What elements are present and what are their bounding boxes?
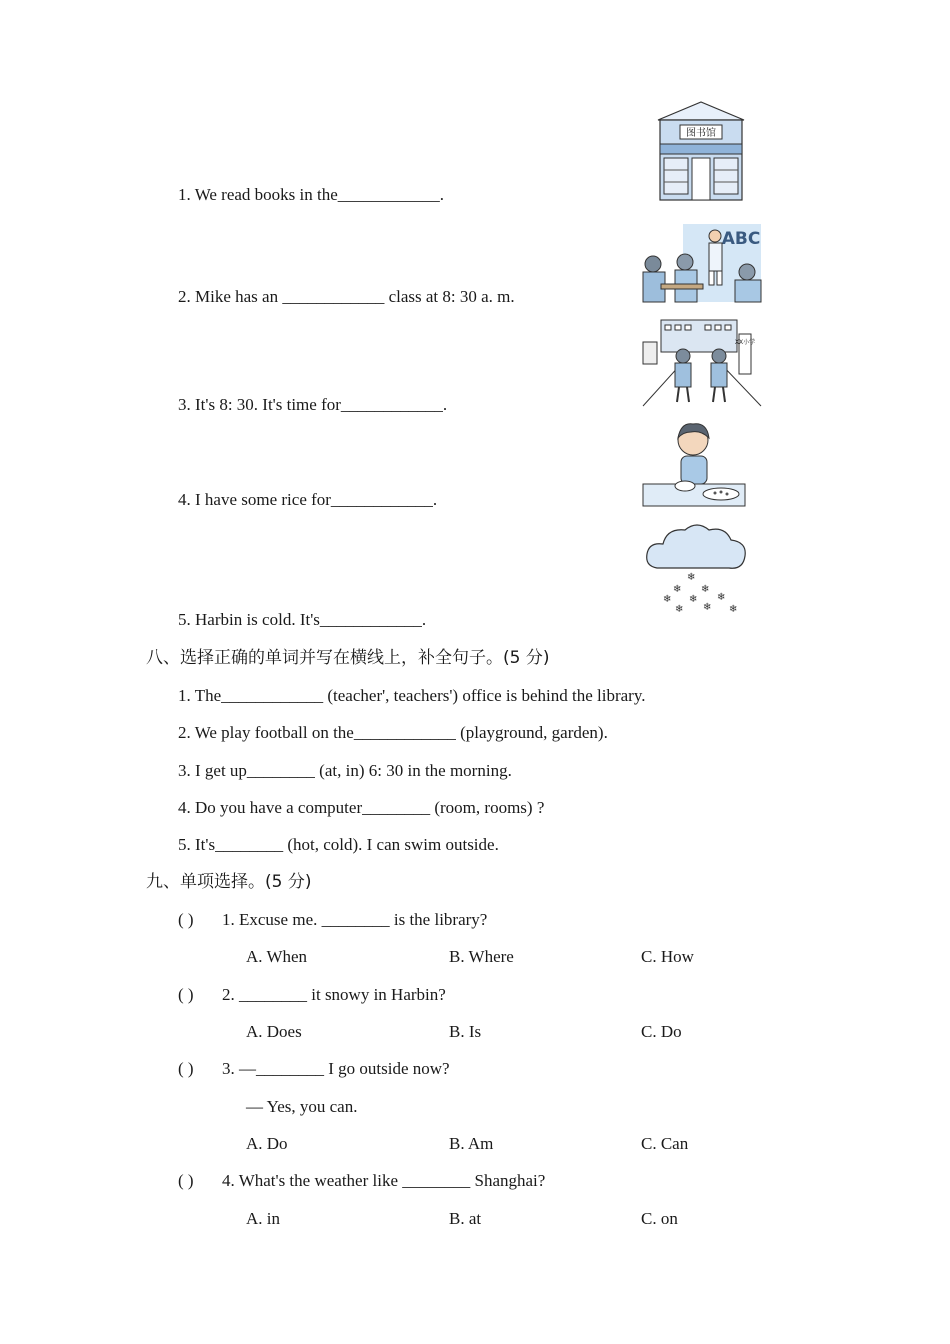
option-4a: A. in xyxy=(246,1209,280,1228)
svg-text:❄: ❄ xyxy=(675,604,684,615)
svg-text:❄: ❄ xyxy=(729,604,738,615)
school-sign-text: XX小学 xyxy=(734,339,756,346)
snowy-picture xyxy=(643,520,749,616)
option-1b: B. Where xyxy=(449,947,514,966)
option-4b: B. at xyxy=(449,1209,482,1228)
fill-sentence-3: 3. It's 8: 30. It's time for____________. xyxy=(178,395,448,414)
option-2b: B. Is xyxy=(449,1022,482,1041)
option-2c: C. Do xyxy=(641,1022,682,1041)
question-3-reply: — Yes, you can. xyxy=(246,1097,358,1116)
option-1c: C. How xyxy=(641,947,694,966)
question-1: 1. Excuse me. ________ is the library? xyxy=(222,910,488,929)
word-choice-4: 4. Do you have a computer________ (room, rooms) ? xyxy=(178,798,545,817)
answer-blank-2[interactable]: ( ) xyxy=(178,985,194,1004)
part8-heading: 八、选择正确的单词并写在横线上，补全句子。(5 分) xyxy=(146,648,550,668)
option-3a: A. Do xyxy=(246,1134,288,1153)
svg-text:❄: ❄ xyxy=(689,594,698,605)
fill-sentence-1: 1. We read books in the____________. xyxy=(178,185,445,204)
lunch-picture xyxy=(641,420,747,508)
question-4: 4. What's the weather like ________ Shanghai? xyxy=(222,1171,546,1190)
board-text: ABC xyxy=(721,229,761,249)
option-4c: C. on xyxy=(641,1209,678,1228)
answer-blank-3[interactable]: ( ) xyxy=(178,1059,194,1078)
option-2a: A. Does xyxy=(246,1022,302,1041)
word-choice-2: 2. We play football on the____________ (playground, garden). xyxy=(178,723,608,742)
option-3b: B. Am xyxy=(449,1134,494,1153)
answer-blank-4[interactable]: ( ) xyxy=(178,1171,194,1190)
option-1a: A. When xyxy=(246,947,308,966)
library-sign-text: 图书馆 xyxy=(686,128,716,139)
answer-blank-1[interactable]: ( ) xyxy=(178,910,194,929)
english-class-picture xyxy=(641,222,763,304)
svg-text:❄: ❄ xyxy=(687,572,696,583)
fill-sentence-5: 5. Harbin is cold. It's____________. xyxy=(178,610,427,629)
fill-sentence-2: 2. Mike has an ____________ class at 8: 30 a. m. xyxy=(178,287,515,306)
svg-text:❄: ❄ xyxy=(701,584,710,595)
word-choice-3: 3. I get up________ (at, in) 6: 30 in the morning. xyxy=(178,761,512,780)
question-2: 2. ________ it snowy in Harbin? xyxy=(222,985,446,1004)
word-choice-1: 1. The____________ (teacher', teachers') office is behind the library. xyxy=(178,686,646,705)
part9-heading: 九、单项选择。(5 分) xyxy=(146,872,312,892)
svg-text:❄: ❄ xyxy=(673,584,682,595)
word-choice-5: 5. It's________ (hot, cold). I can swim outside. xyxy=(178,835,499,854)
svg-text:❄: ❄ xyxy=(703,602,712,613)
svg-text:❄: ❄ xyxy=(663,594,672,605)
school-picture xyxy=(641,316,763,408)
option-3c: C. Can xyxy=(641,1134,689,1153)
question-3: 3. —________ I go outside now? xyxy=(222,1059,450,1078)
library-picture xyxy=(656,100,746,202)
fill-sentence-4: 4. I have some rice for____________. xyxy=(178,490,438,509)
svg-text:❄: ❄ xyxy=(717,592,726,603)
